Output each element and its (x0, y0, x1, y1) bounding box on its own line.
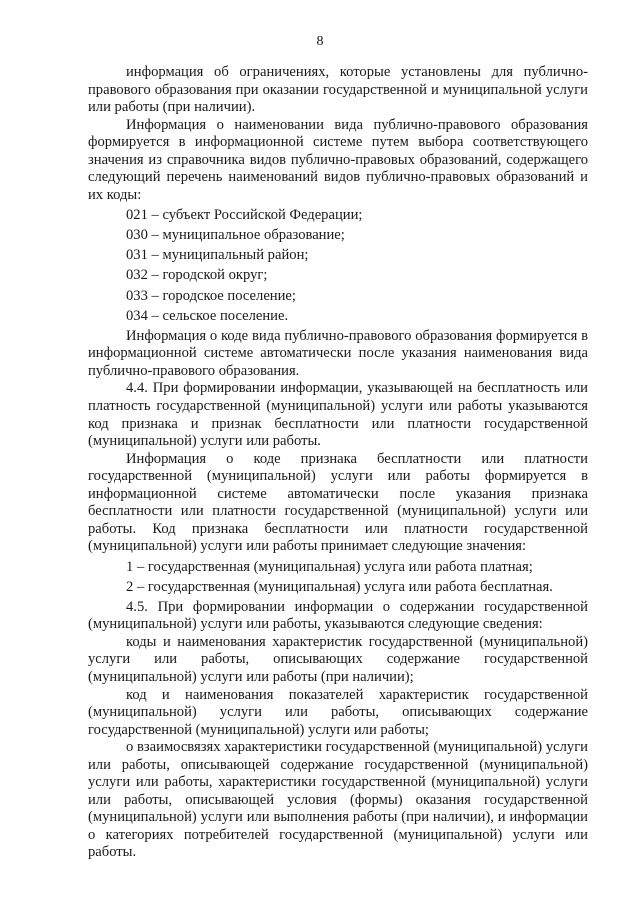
list-item-fee-free: 2 – государственная (муниципальная) услуга или работа бесплатная. (126, 578, 553, 595)
list-item-code-031: 031 – муниципальный район; (126, 247, 309, 264)
page-number: 8 (316, 34, 324, 49)
list-item-code-032: 032 – городской округ; (126, 267, 268, 284)
paragraph-entity-type-info: Информация о наименовании вида публично-правового образования формируется в информационной системе путем выбора соответствующего значения из справочника видов публично-правовых образований, содержащего следующий перечень наименований видов публично-правовых образований и их коды: (88, 116, 588, 203)
paragraph-relationships: о взаимосвязях характеристики государственной (муниципальной) услуги или работы, описывающей содержание государственной (муниципальной) услуги или работы, характеристики государственной (муниципальной) услуги или работы, описывающей условия (формы) оказания государственной (муниципальной) услуги или выполнения работы (при наличии), и информации о категориях потребителей государственной (муниципальной) услуги или работы. (88, 739, 588, 861)
paragraph-fee-code-info: Информация о коде признака бесплатности или платности государственной (муниципальной) услуги или работы формируется в информационной системе автоматически после указания признака бесплатности или платности государственной (муниципальной) услуги или работы. Код признака бесплатности или платности государственной (муниципальной) услуги или работы принимает следующие значения: (88, 450, 588, 555)
list-item-code-021: 021 – субъект Российской Федерации; (126, 206, 363, 223)
paragraph-restrictions: информация об ограничениях, которые установлены для публично-правового образования при оказании государственной и муниципальной услуги или работы (при наличии). (88, 64, 588, 116)
list-item-code-030: 030 – муниципальное образование; (126, 227, 345, 244)
paragraph-characteristic-codes: коды и наименования характеристик государственной (муниципальной) услуги или работы, описывающих содержание государственной (муниципальной) услуги или работы (при наличии); (88, 633, 588, 685)
document-body (88, 64, 588, 862)
paragraph-indicator-codes: код и наименования показателей характеристик государственной (муниципальной) услуги или работы, описывающих содержание государственной (муниципальной) услуги или работы; (88, 686, 588, 738)
paragraph-section-4-4: 4.4. При формировании информации, указывающей на бесплатность или платность государственной (муниципальной) услуги или работы указываются код признака и признак бесплатности или платности государственной (муниципальной) услуги или работы. (88, 380, 588, 450)
list-item-code-034: 034 – сельское поселение. (126, 307, 289, 324)
list-item-code-033: 033 – городское поселение; (126, 287, 296, 304)
paragraph-entity-type-code: Информация о коде вида публично-правового образования формируется в информационной системе автоматически после указания наименования вида публично-правового образования. (88, 327, 588, 379)
list-item-fee-paid: 1 – государственная (муниципальная) услуга или работа платная; (126, 558, 533, 575)
paragraph-section-4-5: 4.5. При формировании информации о содержании государственной (муниципальной) услуги или работы, указываются следующие сведения: (88, 598, 588, 633)
